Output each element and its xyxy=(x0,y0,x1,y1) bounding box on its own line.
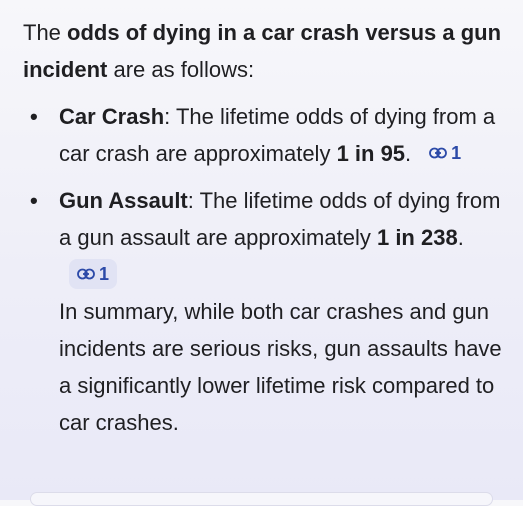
citation-button[interactable] xyxy=(421,138,469,168)
item-label: Car Crash xyxy=(59,104,165,129)
summary-paragraph: In summary, while both car crashes and gun incidents are serious risks, gun assaults have a significantly lower lifetime risk compared to car crashes. xyxy=(59,299,502,435)
answer-content xyxy=(23,14,513,441)
intro-bold-text: odds of dying in a car crash versus a gun incident xyxy=(23,20,502,82)
citation-button[interactable] xyxy=(69,259,117,289)
list-item-car-crash xyxy=(23,98,513,172)
bullet: • xyxy=(30,188,38,213)
link-icon xyxy=(429,147,447,159)
bullet: • xyxy=(30,104,38,129)
item-text: : The lifetime odds of dying from a car crash are approximately xyxy=(59,104,496,166)
citation-number: 1 xyxy=(451,143,462,163)
item-end: . xyxy=(405,141,412,166)
item-end: . xyxy=(457,225,464,250)
item-odds: 1 in 95 xyxy=(336,141,406,166)
item-label: Gun Assault xyxy=(59,188,188,213)
item-text: : The lifetime odds of dying from a gun assault are approximately xyxy=(59,188,501,250)
item-odds: 1 in 238 xyxy=(376,225,458,250)
intro-prefix: The xyxy=(23,20,68,45)
link-icon xyxy=(77,268,95,280)
citation-number: 1 xyxy=(99,264,110,284)
next-card-edge xyxy=(30,492,493,506)
list-item-gun-assault xyxy=(23,182,513,441)
intro-suffix: are as follows: xyxy=(107,57,255,82)
odds-list xyxy=(23,98,513,441)
intro-paragraph xyxy=(23,14,513,88)
